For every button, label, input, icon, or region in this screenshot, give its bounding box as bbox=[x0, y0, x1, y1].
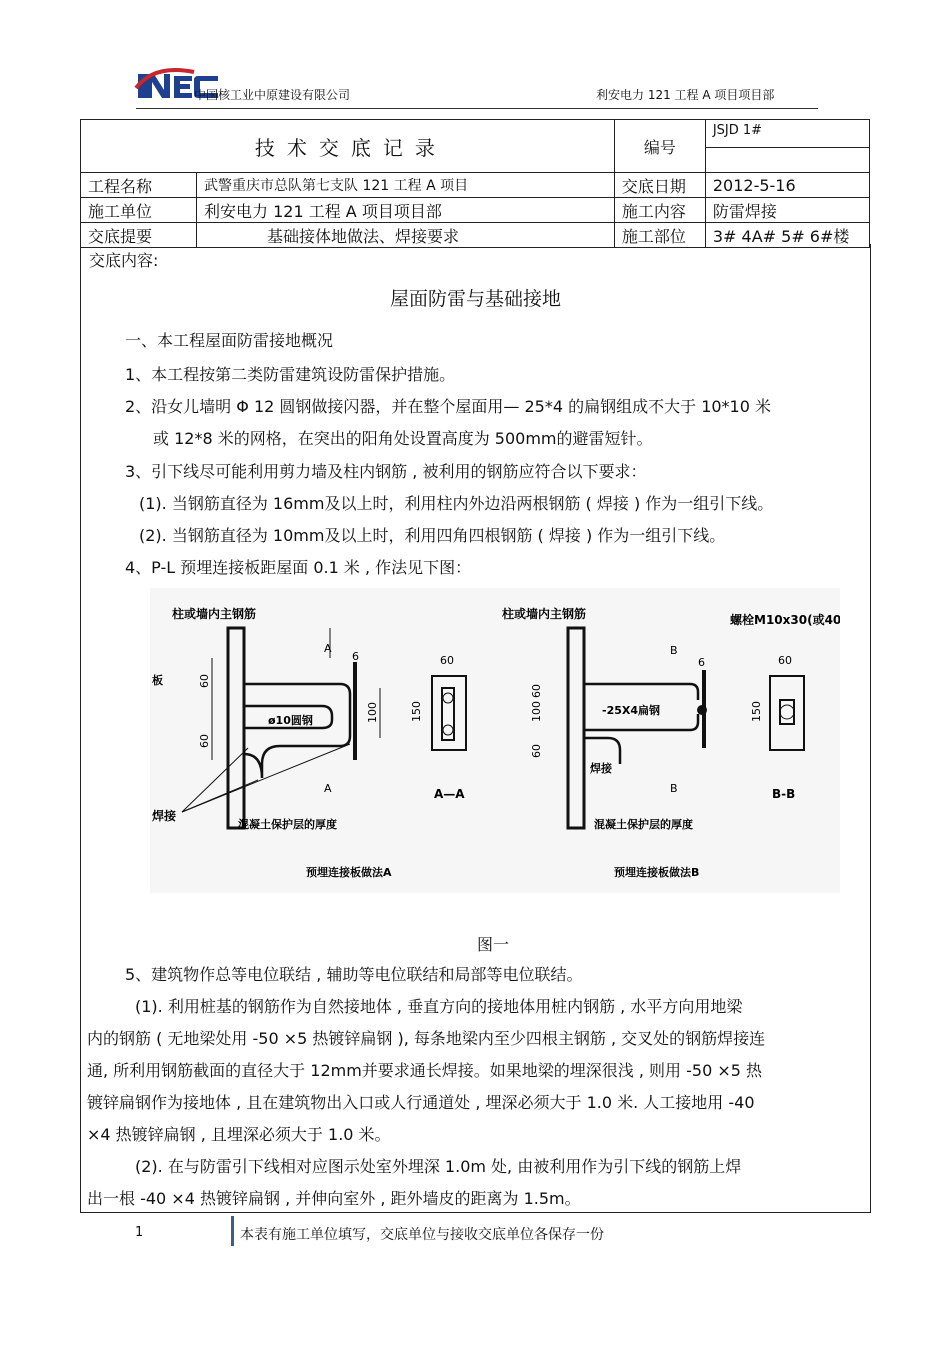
left-cover-label: 混凝土保护层的厚度 bbox=[238, 818, 337, 831]
project-department: 利安电力 121 工程 A 项目项目部 bbox=[596, 88, 775, 102]
paragraph-line: (1). 当钢筋直径为 16mm及以上时，利用柱内外边沿两根钢筋 ( 焊接 ) 作为一组引下线。 bbox=[139, 494, 774, 513]
left-section-dim: 60 bbox=[440, 654, 454, 667]
paragraph-line: ×4 热镀锌扁钢 , 且埋深必须大于 1.0 米。 bbox=[87, 1125, 391, 1144]
right-section-dim: 60 bbox=[778, 654, 792, 667]
paragraph-line: 2、沿女儿墙明 Φ 12 圆钢做接闪器，并在整个屋面用— 25*4 的扁钢组成不大于 10*10 米 bbox=[125, 397, 771, 416]
number-value: JSJD 1# bbox=[705, 120, 869, 148]
label-construction-content: 施工内容 bbox=[614, 198, 705, 223]
left-section-height: 150 bbox=[410, 701, 423, 722]
label-summary: 交底提要 bbox=[81, 223, 197, 248]
side-glyph: 板 bbox=[152, 674, 163, 687]
right-caption: 预埋连接板做法B bbox=[614, 866, 700, 879]
left-mark-bottom: A bbox=[324, 782, 332, 795]
page-number: 1 bbox=[135, 1225, 144, 1240]
right-section-height: 150 bbox=[750, 701, 763, 722]
label-location: 施工部位 bbox=[614, 223, 705, 248]
right-rebar-label: 柱或墙内主钢筋 bbox=[502, 607, 587, 621]
paragraph-line: 镀锌扁钢作为接地体 , 且在建筑物出入口或人行通道处 , 埋深必须大于 1.0 米. 人工接地用 -40 bbox=[87, 1093, 755, 1112]
left-weld-label: 焊接 bbox=[152, 809, 177, 823]
value-summary: 基础接体地做法、焊接要求 bbox=[197, 223, 615, 248]
section-heading: 一、本工程屋面防雷接地概况 bbox=[125, 331, 334, 350]
label-construction-unit: 施工单位 bbox=[81, 198, 197, 223]
right-cover-label: 混凝土保护层的厚度 bbox=[594, 818, 693, 831]
paragraph-line: 或 12*8 米的网格，在突出的阳角处设置高度为 500mm的避雷短针。 bbox=[153, 429, 653, 448]
right-weld-label: 焊接 bbox=[590, 762, 612, 775]
record-title: 技术交底记录 bbox=[81, 120, 615, 173]
paragraph-line: (2). 在与防雷引下线相对应图示处室外埋深 1.0m 处, 由被利用作为引下线的钢筋上焊 bbox=[135, 1157, 742, 1176]
value-construction-content: 防雷焊接 bbox=[705, 198, 869, 223]
right-mark-top: B bbox=[670, 644, 678, 657]
right-dim-2: 60 bbox=[530, 744, 543, 758]
number-label: 编号 bbox=[614, 120, 705, 173]
record-table bbox=[80, 119, 870, 248]
figure-caption: 图一 bbox=[477, 935, 510, 954]
left-caption: 预埋连接板做法A bbox=[306, 866, 392, 879]
number-blank bbox=[705, 148, 869, 173]
paragraph-line: 出一根 -40 ×4 热镀锌扁钢 , 并伸向室外 , 距外墙皮的距离为 1.5m。 bbox=[87, 1189, 581, 1208]
paragraph-line: (1). 利用桩基的钢筋作为自然接地体 , 垂直方向的接地体用桩内钢筋 , 水平方向用地梁 bbox=[135, 997, 743, 1016]
paragraph-line: 3、引下线尽可能利用剪力墙及柱内钢筋 , 被利用的钢筋应符合以下要求： bbox=[125, 462, 647, 481]
value-date: 2012-5-16 bbox=[705, 173, 869, 198]
value-project-name: 武警重庆市总队第七支队 121 工程 A 项目 bbox=[197, 173, 615, 198]
label-date: 交底日期 bbox=[614, 173, 705, 198]
right-section-label: B-B bbox=[772, 787, 796, 801]
left-mark-top: A bbox=[324, 642, 332, 655]
paragraph-line: 4、P-L 预埋连接板距屋面 0.1 米 , 作法见下图： bbox=[125, 558, 472, 577]
paragraph-line: (2). 当钢筋直径为 10mm及以上时，利用四角四根钢筋 ( 焊接 ) 作为一组引下线。 bbox=[139, 526, 726, 545]
footer-divider bbox=[231, 1216, 234, 1246]
figure-drawing bbox=[150, 588, 840, 893]
value-construction-unit: 利安电力 121 工程 A 项目项目部 bbox=[197, 198, 615, 223]
paragraph-line: 5、建筑物作总等电位联结 , 辅助等电位联结和局部等电位联结。 bbox=[125, 965, 583, 984]
header-rule bbox=[136, 108, 818, 109]
right-dim-3: 6 bbox=[698, 656, 705, 669]
left-section-label: A—A bbox=[434, 787, 465, 801]
content-label: 交底内容: bbox=[89, 251, 159, 270]
right-mark-bottom: B bbox=[670, 782, 678, 795]
label-project-name: 工程名称 bbox=[81, 173, 197, 198]
right-dim-1: 100 bbox=[530, 701, 543, 722]
right-bar-label: -25X4扁钢 bbox=[602, 704, 661, 717]
left-rod-label: ø10圆钢 bbox=[268, 714, 313, 727]
content-title: 屋面防雷与基础接地 bbox=[389, 288, 561, 310]
right-dim-0: 60 bbox=[530, 684, 543, 698]
left-rebar-label: 柱或墙内主钢筋 bbox=[172, 607, 257, 621]
paragraph-line: 1、本工程按第二类防雷建筑设防雷保护措施。 bbox=[125, 365, 456, 384]
left-dim-0: 60 bbox=[198, 674, 211, 688]
right-bolt-label: 螺栓M10x30(或40) bbox=[730, 613, 840, 627]
paragraph-line: 通, 所利用钢筋截面的直径大于 12mm并要求通长焊接。如果地梁的埋深很浅 , 则用 -50 ×5 热 bbox=[87, 1061, 763, 1080]
footer-note: 本表有施工单位填写，交底单位与接收交底单位各保存一份 bbox=[240, 1227, 604, 1243]
left-dim-3: 100 bbox=[366, 702, 379, 723]
value-location: 3# 4A# 5# 6#楼 bbox=[705, 223, 869, 248]
company-name: 中国核工业中原建设有限公司 bbox=[194, 88, 351, 102]
left-dim-1: 60 bbox=[198, 734, 211, 748]
figure-embedded-plate bbox=[150, 588, 840, 893]
left-dim-2: 6 bbox=[352, 650, 359, 663]
paragraph-line: 内的钢筋 ( 无地梁处用 -50 ×5 热镀锌扁钢 ), 每条地梁内至少四根主钢筋 , 交叉处的钢筋焊接连 bbox=[87, 1029, 766, 1048]
